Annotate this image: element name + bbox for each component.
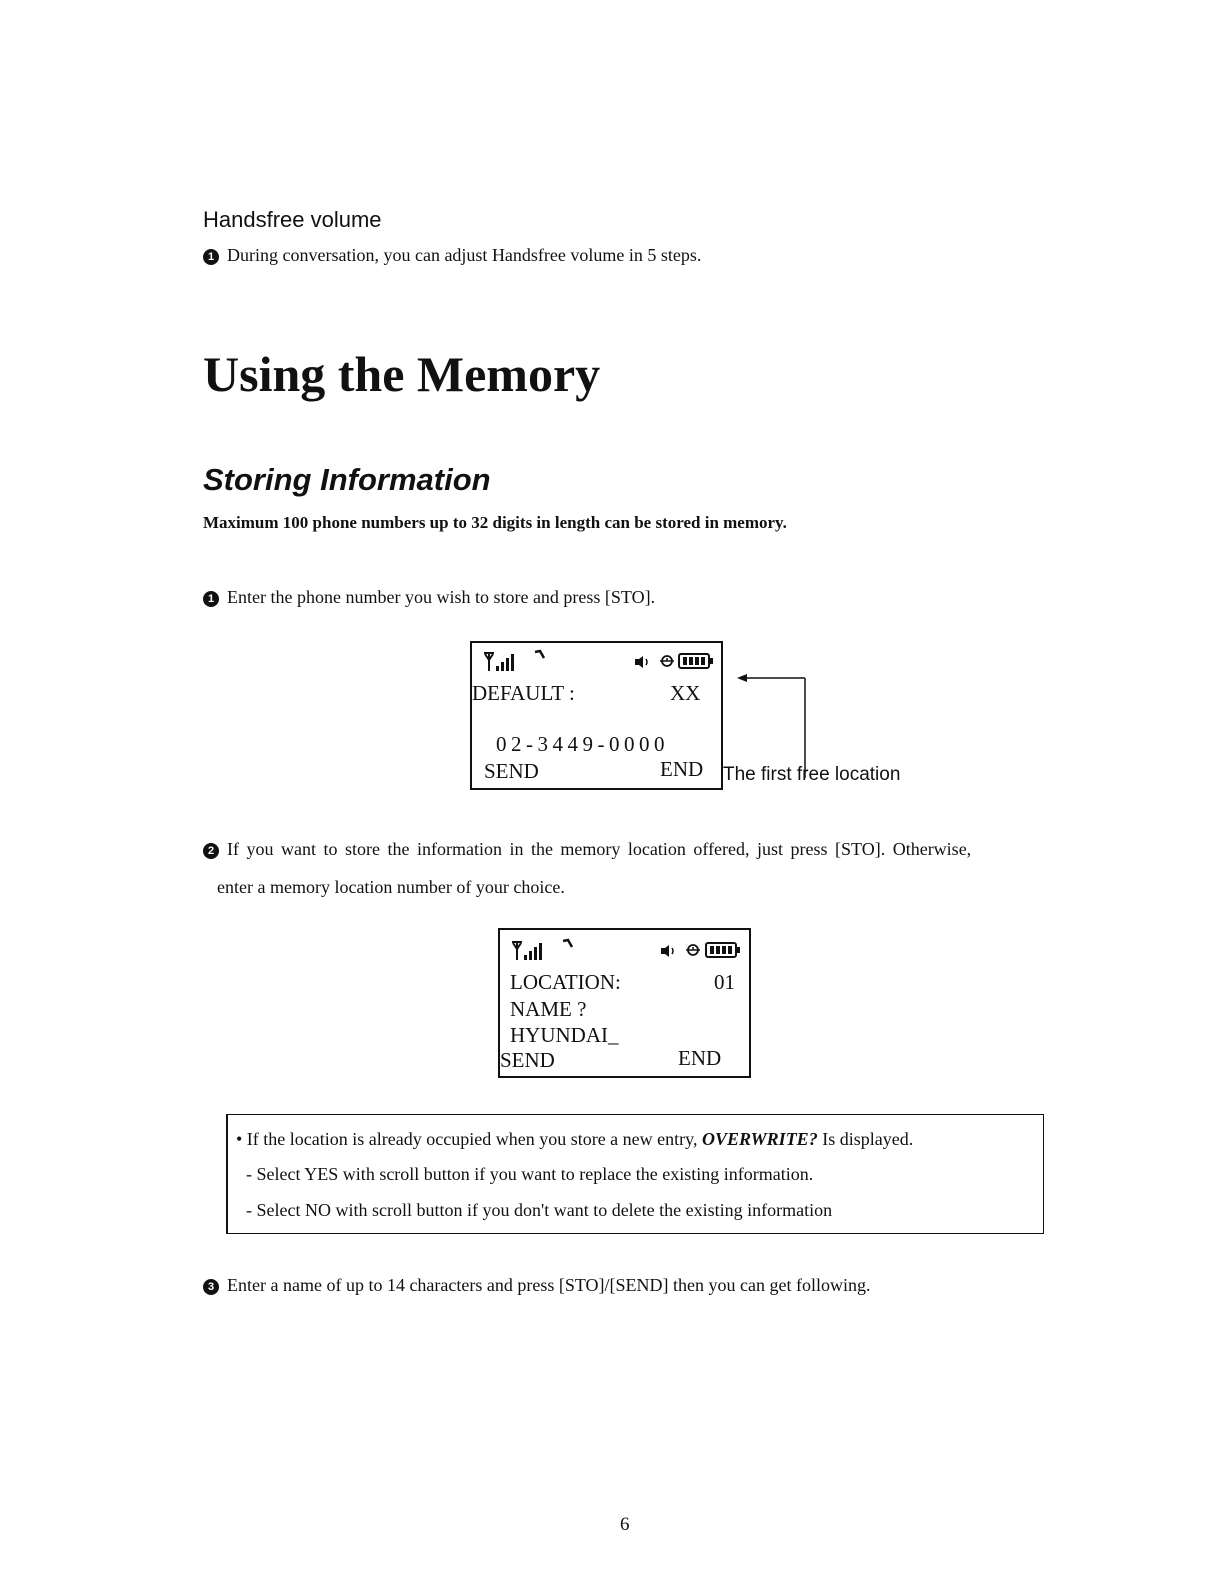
display-location: XX xyxy=(670,681,701,705)
note-line-3: - Select NO with scroll button if you don't want to delete the existing information xyxy=(246,1200,833,1220)
step-marker: 3 xyxy=(203,1279,219,1295)
display-label: DEFAULT : xyxy=(472,681,575,705)
signal-icon xyxy=(510,940,550,964)
display-number: 02-3449-0000 xyxy=(496,732,669,756)
step-3 xyxy=(203,1275,870,1296)
note-line-1-text: • If the location is already occupied when you store a new entry, xyxy=(236,1129,702,1149)
overwrite-prompt: OVERWRITE? xyxy=(701,1129,818,1149)
alarm-icon xyxy=(684,942,702,966)
page-number: 6 xyxy=(620,1514,630,1535)
speaker-icon xyxy=(660,944,678,968)
call-icon xyxy=(560,938,576,962)
step-marker: 2 xyxy=(203,843,219,859)
note-line-1-end: Is displayed. xyxy=(817,1129,914,1149)
handsfree-volume-heading: Handsfree volume xyxy=(203,207,382,232)
step-2 xyxy=(203,839,971,860)
note-line-1 xyxy=(236,1129,913,1150)
phone-display-location xyxy=(498,928,751,1078)
overwrite-note-box xyxy=(226,1114,1044,1234)
phone-display-default xyxy=(470,641,723,790)
soft-key-send: SEND xyxy=(484,759,539,783)
step-2-text-line1: If you want to store the information in the memory location offered, just press [STO]. Otherwise, xyxy=(227,839,972,859)
step-2-line2: enter a memory location number of your choice. xyxy=(217,877,565,897)
soft-key-end: END xyxy=(678,1046,722,1070)
speaker-icon xyxy=(634,655,652,679)
soft-key-send: SEND xyxy=(500,1048,555,1072)
signal-icon xyxy=(482,651,522,675)
soft-key-end: END xyxy=(660,757,704,781)
section-note: Maximum 100 phone numbers up to 32 digits in length can be stored in memory. xyxy=(203,513,787,532)
alarm-icon xyxy=(658,653,676,677)
step-3-text: Enter a name of up to 14 characters and press [STO]/[SEND] then you can get following. xyxy=(227,1275,871,1295)
section-title: Storing Information xyxy=(203,462,491,497)
display-name-prompt: NAME ? xyxy=(510,997,587,1021)
display-location: 01 xyxy=(714,970,735,994)
display-label: LOCATION: xyxy=(510,970,621,994)
page-title: Using the Memory xyxy=(203,346,601,402)
battery-icon xyxy=(678,652,714,676)
call-icon xyxy=(532,649,548,673)
display-name-value: HYUNDAI_ xyxy=(510,1023,619,1047)
battery-icon xyxy=(705,941,741,965)
note-line-2: - Select YES with scroll button if you want to replace the existing information. xyxy=(246,1164,814,1184)
step-marker: 1 xyxy=(203,249,219,265)
handsfree-step xyxy=(203,245,701,266)
first-free-location-label: The first free location xyxy=(723,764,901,785)
handsfree-step-text: During conversation, you can adjust Handsfree volume in 5 steps. xyxy=(227,245,702,265)
step-1 xyxy=(203,587,655,608)
step-1-text: Enter the phone number you wish to store and press [STO]. xyxy=(227,587,656,607)
step-marker: 1 xyxy=(203,591,219,607)
